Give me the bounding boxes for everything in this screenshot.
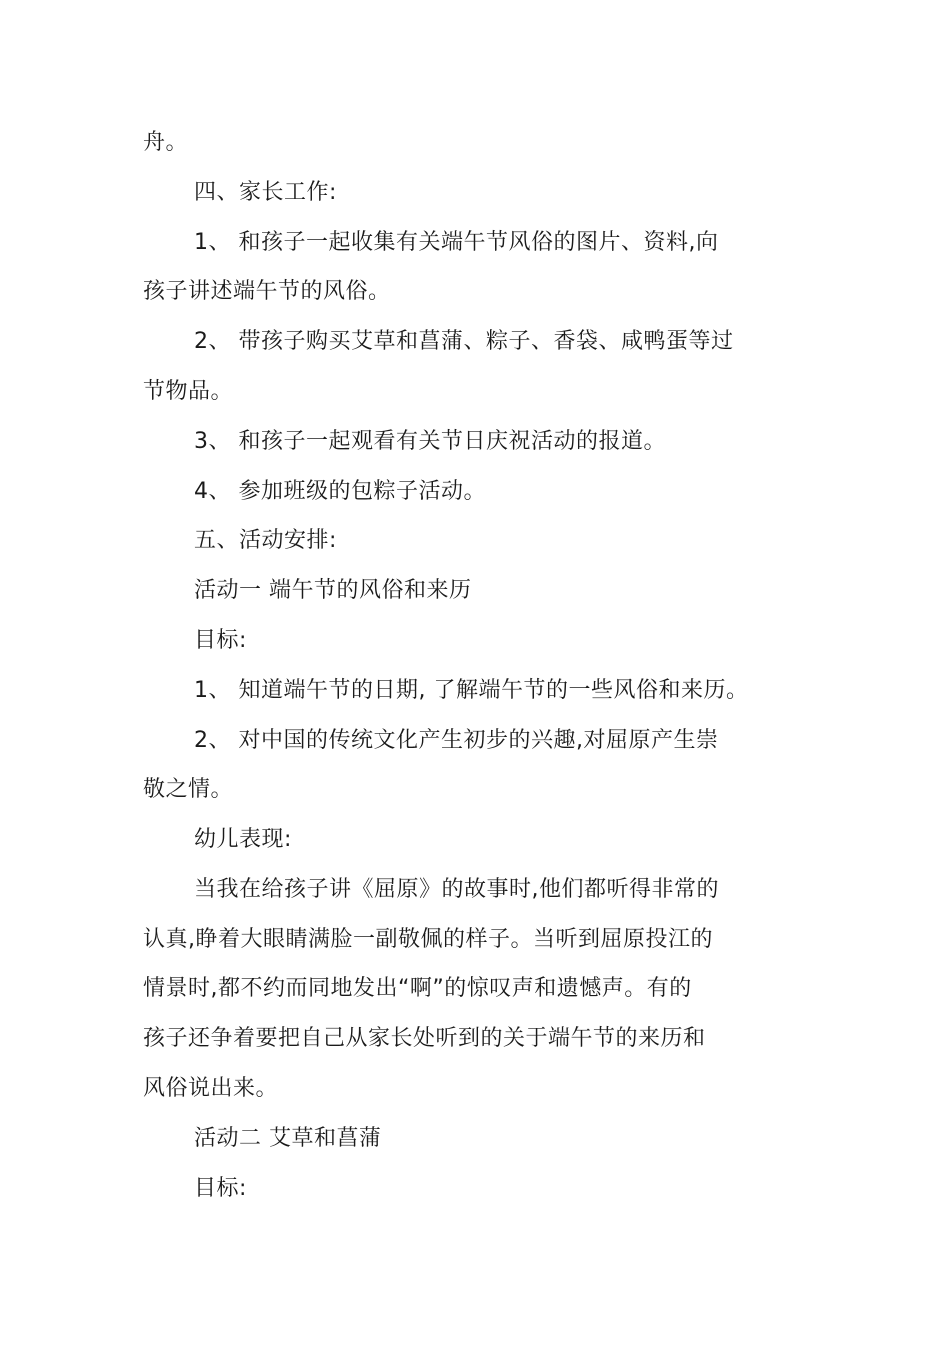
section-heading-parent-work: 四、家长工作: [194, 180, 337, 205]
text-line: 舟。 [143, 130, 189, 155]
performance-label: 幼儿表现: [194, 827, 292, 852]
text-line: 节物品。 [143, 379, 234, 404]
paragraph-line: 风俗说出来。 [143, 1076, 279, 1101]
paragraph-line: 孩子还争着要把自己从家长处听到的关于端午节的来历和 [143, 1026, 706, 1051]
text-line: 敬之情。 [143, 777, 234, 802]
list-item: 2、 带孩子购买艾草和菖蒲、粽子、香袋、咸鸭蛋等过 [194, 329, 734, 354]
list-item: 3、 和孩子一起观看有关节日庆祝活动的报道。 [194, 429, 666, 454]
goal-label: 目标: [194, 1176, 247, 1201]
paragraph-line: 认真,睁着大眼睛满脸一副敬佩的样子。当听到屈原投江的 [143, 927, 713, 952]
paragraph-line: 当我在给孩子讲《屈原》的故事时,他们都听得非常的 [194, 877, 719, 902]
list-item: 2、 对中国的传统文化产生初步的兴趣,对屈原产生崇 [194, 728, 719, 753]
list-item: 1、 知道端午节的日期, 了解端午节的一些风俗和来历。 [194, 678, 749, 703]
paragraph-line: 情景时,都不约而同地发出“啊”的惊叹声和遗憾声。有的 [143, 976, 692, 1001]
text-line: 孩子讲述端午节的风俗。 [143, 279, 391, 304]
activity-title: 活动二 艾草和菖蒲 [194, 1126, 382, 1151]
list-item: 1、 和孩子一起收集有关端午节风俗的图片、资料,向 [194, 230, 719, 255]
list-item: 4、 参加班级的包粽子活动。 [194, 479, 486, 504]
activity-title: 活动一 端午节的风俗和来历 [194, 578, 472, 603]
goal-label: 目标: [194, 628, 247, 653]
section-heading-activity-plan: 五、活动安排: [194, 528, 337, 553]
